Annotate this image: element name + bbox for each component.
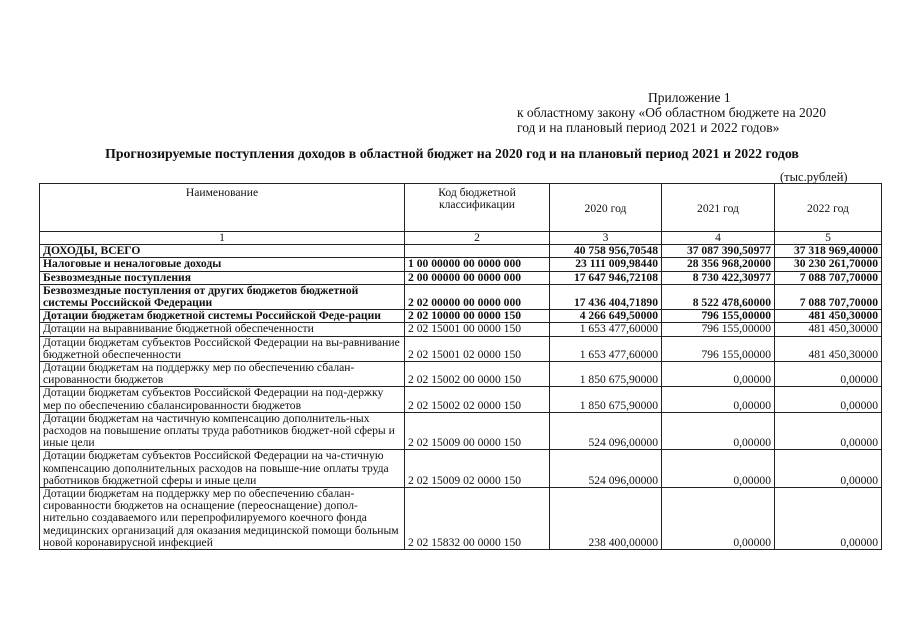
row-value-2020: 1 653 477,60000 (550, 336, 662, 361)
appendix-line-3: год и на плановый период 2021 и 2022 годов» (517, 120, 780, 135)
row-name: Безвозмездные поступления от других бюджетов бюджетной системы Российской Федерации (40, 284, 405, 309)
row-code: 2 02 15009 02 0000 150 (405, 450, 550, 488)
appendix-block (517, 90, 887, 135)
appendix-number: Приложение 1 (648, 90, 731, 105)
row-name: Дотации на выравнивание бюджетной обеспеченности (40, 323, 405, 336)
row-code: 2 02 15832 00 0000 150 (405, 488, 550, 550)
table-row (40, 362, 882, 387)
row-name: Безвозмездные поступления (40, 271, 405, 284)
column-number: 5 (775, 232, 882, 245)
row-value-2021: 28 356 968,20000 (662, 258, 775, 271)
row-value-2020: 17 647 946,72108 (550, 271, 662, 284)
table-row (40, 245, 882, 258)
table-row (40, 258, 882, 271)
row-name: Налоговые и неналоговые доходы (40, 258, 405, 271)
row-value-2021: 0,00000 (662, 387, 775, 412)
header-code: Код бюджетной классификации (405, 184, 550, 232)
row-code (405, 245, 550, 258)
row-value-2020: 17 436 404,71890 (550, 284, 662, 309)
column-number-row (40, 232, 882, 245)
row-name: Дотации бюджетам на частичную компенсацию дополнитель-ных расходов на повышение оплаты труда работников бюджет-ной сферы и иные цели (40, 412, 405, 450)
page-title: Прогнозируемые поступления доходов в областной бюджет на 2020 год и на плановый период 2021 и 2022 годов (105, 146, 799, 161)
row-value-2020: 1 653 477,60000 (550, 323, 662, 336)
row-value-2022: 481 450,30000 (775, 323, 882, 336)
row-code: 2 02 00000 00 0000 000 (405, 284, 550, 309)
row-value-2021: 0,00000 (662, 450, 775, 488)
table-row (40, 412, 882, 450)
row-value-2020: 238 400,00000 (550, 488, 662, 550)
row-value-2021: 0,00000 (662, 488, 775, 550)
row-value-2021: 796 155,00000 (662, 323, 775, 336)
row-name: Дотации бюджетам бюджетной системы Российской Феде-рации (40, 310, 405, 323)
column-number: 3 (550, 232, 662, 245)
table-row (40, 450, 882, 488)
row-name: ДОХОДЫ, ВСЕГО (40, 245, 405, 258)
row-value-2022: 0,00000 (775, 412, 882, 450)
row-name: Дотации бюджетам на поддержку мер по обеспечению сбалан-сированности бюджетов (40, 362, 405, 387)
row-value-2020: 1 850 675,90000 (550, 362, 662, 387)
row-value-2022: 0,00000 (775, 387, 882, 412)
row-value-2022: 30 230 261,70000 (775, 258, 882, 271)
row-code: 2 02 15001 00 0000 150 (405, 323, 550, 336)
header-name: Наименование (40, 184, 405, 232)
row-value-2022: 7 088 707,70000 (775, 284, 882, 309)
row-value-2020: 1 850 675,90000 (550, 387, 662, 412)
column-number: 4 (662, 232, 775, 245)
column-number: 1 (40, 232, 405, 245)
header-2020: 2020 год (550, 184, 662, 232)
row-name: Дотации бюджетам на поддержку мер по обеспечению сбалан-сированности бюджетов на оснащение (переоснащение) допол-нительно создаваемого или перепрофилируемого коечного фонда медицинских организаций для оказания медицинской помощи больным новой коронавирусной инфекцией (40, 488, 405, 550)
row-code: 2 02 15002 00 0000 150 (405, 362, 550, 387)
row-value-2022: 481 450,30000 (775, 336, 882, 361)
row-code: 2 00 00000 00 0000 000 (405, 271, 550, 284)
table-row (40, 323, 882, 336)
row-value-2020: 524 096,00000 (550, 412, 662, 450)
row-value-2022: 37 318 969,40000 (775, 245, 882, 258)
row-value-2022: 481 450,30000 (775, 310, 882, 323)
header-2022: 2022 год (775, 184, 882, 232)
row-value-2021: 8 522 478,60000 (662, 284, 775, 309)
row-code: 2 02 15001 02 0000 150 (405, 336, 550, 361)
row-value-2021: 796 155,00000 (662, 310, 775, 323)
column-number: 2 (405, 232, 550, 245)
row-value-2020: 40 758 956,70548 (550, 245, 662, 258)
row-value-2021: 796 155,00000 (662, 336, 775, 361)
row-value-2022: 0,00000 (775, 488, 882, 550)
row-name: Дотации бюджетам субъектов Российской Федерации на ча-стичную компенсацию дополнительных расходов на повыше-ние оплаты труда работников бюджетной сферы и иные цели (40, 450, 405, 488)
row-code: 2 02 10000 00 0000 150 (405, 310, 550, 323)
row-value-2020: 4 266 649,50000 (550, 310, 662, 323)
table-row (40, 387, 882, 412)
unit-label: (тыс.рублей) (780, 170, 848, 184)
table-row (40, 284, 882, 309)
appendix-line-2: к областному закону «Об областном бюджете на 2020 (517, 105, 826, 120)
row-value-2021: 0,00000 (662, 362, 775, 387)
row-code: 2 02 15002 02 0000 150 (405, 387, 550, 412)
row-value-2020: 524 096,00000 (550, 450, 662, 488)
row-value-2022: 7 088 707,70000 (775, 271, 882, 284)
revenue-table (39, 183, 882, 550)
row-value-2022: 0,00000 (775, 450, 882, 488)
row-value-2022: 0,00000 (775, 362, 882, 387)
row-value-2021: 8 730 422,30977 (662, 271, 775, 284)
header-2021: 2021 год (662, 184, 775, 232)
table-row (40, 310, 882, 323)
table-row (40, 488, 882, 550)
row-value-2021: 37 087 390,50977 (662, 245, 775, 258)
row-name: Дотации бюджетам субъектов Российской Федерации на под-держку мер по обеспечению сбалансированности бюджетов (40, 387, 405, 412)
row-value-2020: 23 111 009,98440 (550, 258, 662, 271)
table-row (40, 271, 882, 284)
row-code: 1 00 00000 00 0000 000 (405, 258, 550, 271)
row-code: 2 02 15009 00 0000 150 (405, 412, 550, 450)
row-name: Дотации бюджетам субъектов Российской Федерации на вы-равнивание бюджетной обеспеченности (40, 336, 405, 361)
table-row (40, 336, 882, 361)
row-value-2021: 0,00000 (662, 412, 775, 450)
table-header-row (40, 184, 882, 232)
